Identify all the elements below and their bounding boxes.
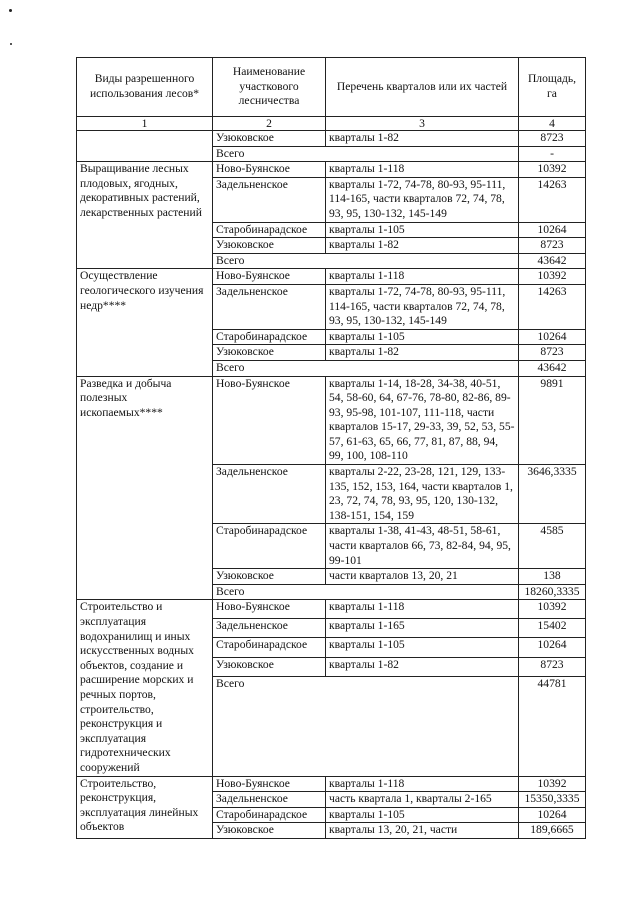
forestry-cell: Задельненское: [213, 177, 326, 222]
forestry-cell: Ново-Буянское: [213, 376, 326, 465]
header-use-type: Виды разрешенного использования лесов*: [77, 58, 213, 117]
quarters-cell: кварталы 1-105: [326, 638, 519, 657]
forestry-cell: Ново-Буянское: [213, 600, 326, 619]
use-type-cell: [77, 131, 213, 162]
quarters-cell: кварталы 1-118: [326, 776, 519, 792]
quarters-cell: кварталы 1-38, 41-43, 48-51, 58-61, части кварталов 66, 73, 82-84, 94, 95, 99-101: [326, 524, 519, 569]
area-cell: 9891: [519, 376, 586, 465]
quarters-cell: кварталы 1-105: [326, 222, 519, 238]
quarters-cell: части кварталов 13, 20, 21: [326, 569, 519, 585]
header-forestry: Наименование участкового лесничества: [213, 58, 326, 117]
column-number: 4: [519, 117, 586, 131]
use-type-cell: Строительство и эксплуатация водохранилищ и иных искусственных водных объектов, создание и расширение морских и речных портов, строительство, реконструкция и эксплуатация гидротехнических сооружений: [77, 600, 213, 776]
area-cell: 8723: [519, 238, 586, 254]
use-type-cell: Осуществление геологического изучения недр****: [77, 269, 213, 376]
quarters-cell: кварталы 1-82: [326, 131, 519, 147]
table-row: [77, 162, 586, 178]
forestry-cell: Старобинарадское: [213, 222, 326, 238]
table-row: [77, 600, 586, 619]
quarters-cell: кварталы 1-72, 74-78, 80-93, 95-111, 114-165, части кварталов 72, 74, 78, 93, 95, 130-132, 145-149: [326, 177, 519, 222]
area-cell: 138: [519, 569, 586, 585]
area-cell: 8723: [519, 657, 586, 676]
quarters-cell: кварталы 1-118: [326, 162, 519, 178]
area-cell: 14263: [519, 177, 586, 222]
area-cell: 15402: [519, 619, 586, 638]
area-cell: 10392: [519, 162, 586, 178]
quarters-cell: кварталы 1-82: [326, 345, 519, 361]
forestry-cell: Старобинарадское: [213, 329, 326, 345]
column-number: 3: [326, 117, 519, 131]
header-quarters: Перечень кварталов или их частей: [326, 58, 519, 117]
forestry-cell: Узюковское: [213, 823, 326, 839]
quarters-cell: кварталы 1-118: [326, 600, 519, 619]
column-number: 2: [213, 117, 326, 131]
scan-speck: [9, 9, 12, 12]
area-cell: 4585: [519, 524, 586, 569]
forestry-cell: Старобинарадское: [213, 807, 326, 823]
forestry-cell: Старобинарадское: [213, 638, 326, 657]
table-row: [77, 776, 586, 792]
column-number-row: [77, 117, 586, 131]
forestry-cell: Задельненское: [213, 284, 326, 329]
quarters-cell: кварталы 1-72, 74-78, 80-93, 95-111, 114-165, части кварталов 72, 74, 78, 93, 95, 130-132, 145-149: [326, 284, 519, 329]
area-cell: 189,6665: [519, 823, 586, 839]
total-label: Всего: [213, 146, 519, 162]
area-cell: 10264: [519, 222, 586, 238]
table-row: [77, 376, 586, 465]
total-label: Всего: [213, 360, 519, 376]
table-row: [77, 131, 586, 147]
quarters-cell: кварталы 2-22, 23-28, 121, 129, 133-135, 152, 153, 164, части кварталов 1, 23, 72, 74, 78, 93, 95, 120, 130-132, 138-151, 154, 159: [326, 465, 519, 524]
forestry-cell: Узюковское: [213, 131, 326, 147]
forest-use-table: [76, 57, 586, 839]
header-row: [77, 58, 586, 117]
area-cell: 8723: [519, 131, 586, 147]
area-cell: 10264: [519, 807, 586, 823]
area-cell: 10392: [519, 776, 586, 792]
area-cell: 8723: [519, 345, 586, 361]
total-area: -: [519, 146, 586, 162]
total-area: 43642: [519, 360, 586, 376]
forestry-cell: Задельненское: [213, 792, 326, 808]
forestry-cell: Узюковское: [213, 345, 326, 361]
forestry-cell: Ново-Буянское: [213, 269, 326, 285]
area-cell: 15350,3335: [519, 792, 586, 808]
forestry-cell: Узюковское: [213, 569, 326, 585]
area-cell: 10264: [519, 329, 586, 345]
forestry-cell: Узюковское: [213, 238, 326, 254]
table-row: [77, 269, 586, 285]
quarters-cell: кварталы 1-118: [326, 269, 519, 285]
column-number: 1: [77, 117, 213, 131]
area-cell: 10264: [519, 638, 586, 657]
use-type-cell: Разведка и добыча полезных ископаемых****: [77, 376, 213, 600]
forestry-cell: Старобинарадское: [213, 524, 326, 569]
forestry-cell: Задельненское: [213, 619, 326, 638]
forestry-cell: Ново-Буянское: [213, 776, 326, 792]
area-cell: 14263: [519, 284, 586, 329]
total-area: 44781: [519, 676, 586, 776]
forestry-cell: Ново-Буянское: [213, 162, 326, 178]
area-cell: 10392: [519, 600, 586, 619]
header-area: Площадь, га: [519, 58, 586, 117]
use-type-cell: Выращивание лесных плодовых, ягодных, декоративных растений, лекарственных растений: [77, 162, 213, 269]
quarters-cell: кварталы 1-82: [326, 238, 519, 254]
quarters-cell: кварталы 1-105: [326, 807, 519, 823]
quarters-cell: кварталы 1-165: [326, 619, 519, 638]
area-cell: 3646,3335: [519, 465, 586, 524]
forestry-cell: Узюковское: [213, 657, 326, 676]
use-type-cell: Строительство, реконструкция, эксплуатация линейных объектов: [77, 776, 213, 838]
quarters-cell: кварталы 1-14, 18-28, 34-38, 40-51, 54, 58-60, 64, 67-76, 78-80, 82-86, 89-93, 95-98, 101-107, 111-118, части кварталов 15-17, 29-33, 39, 52, 53, 55-57, 61-63, 65, 66, 77, 81, 87, 88, 94, 99, 100, 108-110: [326, 376, 519, 465]
quarters-cell: кварталы 13, 20, 21, части: [326, 823, 519, 839]
area-cell: 10392: [519, 269, 586, 285]
total-label: Всего: [213, 253, 519, 269]
forestry-cell: Задельненское: [213, 465, 326, 524]
quarters-cell: кварталы 1-82: [326, 657, 519, 676]
total-area: 18260,3335: [519, 584, 586, 600]
total-area: 43642: [519, 253, 586, 269]
quarters-cell: кварталы 1-105: [326, 329, 519, 345]
scan-speck: [10, 43, 12, 45]
total-label: Всего: [213, 584, 519, 600]
quarters-cell: часть квартала 1, кварталы 2-165: [326, 792, 519, 808]
total-label: Всего: [213, 676, 519, 776]
